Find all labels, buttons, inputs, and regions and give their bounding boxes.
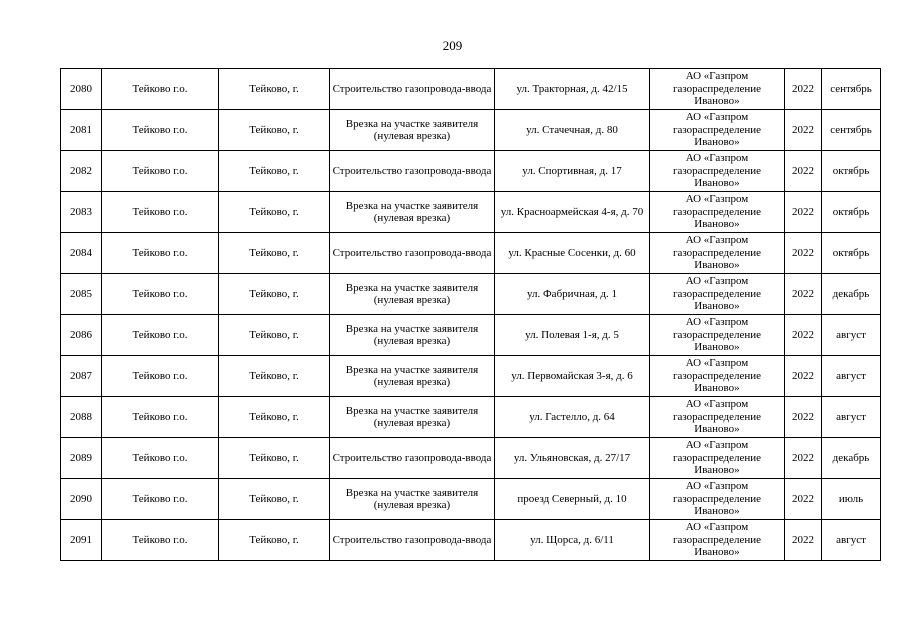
month-cell: октябрь	[822, 151, 881, 192]
district-cell: Тейково г.о.	[102, 356, 219, 397]
table-row	[61, 438, 881, 479]
work-type-cell: Строительство газопровода-ввода	[330, 151, 495, 192]
table-row	[61, 274, 881, 315]
organization-cell: АО «Газпром газораспределение Иваново»	[650, 192, 785, 233]
month-cell: август	[822, 315, 881, 356]
organization-cell: АО «Газпром газораспределение Иваново»	[650, 315, 785, 356]
year-cell: 2022	[785, 356, 822, 397]
address-cell: ул. Фабричная, д. 1	[495, 274, 650, 315]
address-cell: ул. Полевая 1-я, д. 5	[495, 315, 650, 356]
work-type-cell: Строительство газопровода-ввода	[330, 438, 495, 479]
organization-cell: АО «Газпром газораспределение Иваново»	[650, 356, 785, 397]
district-cell: Тейково г.о.	[102, 233, 219, 274]
district-cell: Тейково г.о.	[102, 479, 219, 520]
year-cell: 2022	[785, 233, 822, 274]
month-cell: декабрь	[822, 274, 881, 315]
work-type-cell: Врезка на участке заявителя (нулевая врезка)	[330, 479, 495, 520]
row-number: 2091	[61, 520, 102, 561]
address-cell: ул. Щорса, д. 6/11	[495, 520, 650, 561]
month-cell: июль	[822, 479, 881, 520]
row-number: 2082	[61, 151, 102, 192]
organization-cell: АО «Газпром газораспределение Иваново»	[650, 438, 785, 479]
month-cell: август	[822, 356, 881, 397]
row-number: 2090	[61, 479, 102, 520]
work-type-cell: Врезка на участке заявителя (нулевая врезка)	[330, 274, 495, 315]
settlement-cell: Тейково, г.	[219, 110, 330, 151]
month-cell: декабрь	[822, 438, 881, 479]
settlement-cell: Тейково, г.	[219, 438, 330, 479]
work-type-cell: Врезка на участке заявителя (нулевая врезка)	[330, 192, 495, 233]
settlement-cell: Тейково, г.	[219, 397, 330, 438]
organization-cell: АО «Газпром газораспределение Иваново»	[650, 397, 785, 438]
month-cell: сентябрь	[822, 110, 881, 151]
organization-cell: АО «Газпром газораспределение Иваново»	[650, 233, 785, 274]
address-cell: ул. Красноармейская 4-я, д. 70	[495, 192, 650, 233]
address-cell: ул. Тракторная, д. 42/15	[495, 69, 650, 110]
row-number: 2083	[61, 192, 102, 233]
settlement-cell: Тейково, г.	[219, 520, 330, 561]
settlement-cell: Тейково, г.	[219, 233, 330, 274]
row-number: 2081	[61, 110, 102, 151]
table-body	[61, 69, 881, 561]
work-type-cell: Строительство газопровода-ввода	[330, 520, 495, 561]
district-cell: Тейково г.о.	[102, 69, 219, 110]
settlement-cell: Тейково, г.	[219, 274, 330, 315]
district-cell: Тейково г.о.	[102, 397, 219, 438]
address-cell: ул. Красные Сосенки, д. 60	[495, 233, 650, 274]
district-cell: Тейково г.о.	[102, 274, 219, 315]
work-type-cell: Строительство газопровода-ввода	[330, 233, 495, 274]
year-cell: 2022	[785, 479, 822, 520]
table-row	[61, 315, 881, 356]
settlement-cell: Тейково, г.	[219, 151, 330, 192]
month-cell: август	[822, 520, 881, 561]
year-cell: 2022	[785, 151, 822, 192]
month-cell: октябрь	[822, 233, 881, 274]
district-cell: Тейково г.о.	[102, 192, 219, 233]
table-row	[61, 479, 881, 520]
row-number: 2089	[61, 438, 102, 479]
month-cell: август	[822, 397, 881, 438]
work-type-cell: Врезка на участке заявителя (нулевая врезка)	[330, 356, 495, 397]
settlement-cell: Тейково, г.	[219, 315, 330, 356]
table-row	[61, 520, 881, 561]
year-cell: 2022	[785, 110, 822, 151]
year-cell: 2022	[785, 69, 822, 110]
year-cell: 2022	[785, 315, 822, 356]
address-cell: ул. Гастелло, д. 64	[495, 397, 650, 438]
address-cell: ул. Спортивная, д. 17	[495, 151, 650, 192]
row-number: 2087	[61, 356, 102, 397]
organization-cell: АО «Газпром газораспределение Иваново»	[650, 151, 785, 192]
year-cell: 2022	[785, 397, 822, 438]
table-row	[61, 69, 881, 110]
table-row	[61, 192, 881, 233]
table-row	[61, 356, 881, 397]
row-number: 2085	[61, 274, 102, 315]
address-cell: ул. Первомайская 3-я, д. 6	[495, 356, 650, 397]
row-number: 2080	[61, 69, 102, 110]
table-row	[61, 110, 881, 151]
settlement-cell: Тейково, г.	[219, 69, 330, 110]
year-cell: 2022	[785, 192, 822, 233]
address-cell: ул. Ульяновская, д. 27/17	[495, 438, 650, 479]
organization-cell: АО «Газпром газораспределение Иваново»	[650, 479, 785, 520]
table-row	[61, 397, 881, 438]
gasification-table	[60, 68, 881, 561]
district-cell: Тейково г.о.	[102, 110, 219, 151]
month-cell: сентябрь	[822, 69, 881, 110]
district-cell: Тейково г.о.	[102, 151, 219, 192]
row-number: 2088	[61, 397, 102, 438]
district-cell: Тейково г.о.	[102, 315, 219, 356]
organization-cell: АО «Газпром газораспределение Иваново»	[650, 110, 785, 151]
year-cell: 2022	[785, 520, 822, 561]
work-type-cell: Врезка на участке заявителя (нулевая врезка)	[330, 110, 495, 151]
district-cell: Тейково г.о.	[102, 438, 219, 479]
table-row	[61, 151, 881, 192]
work-type-cell: Строительство газопровода-ввода	[330, 69, 495, 110]
work-type-cell: Врезка на участке заявителя (нулевая врезка)	[330, 397, 495, 438]
address-cell: ул. Стачечная, д. 80	[495, 110, 650, 151]
settlement-cell: Тейково, г.	[219, 479, 330, 520]
row-number: 2084	[61, 233, 102, 274]
month-cell: октябрь	[822, 192, 881, 233]
settlement-cell: Тейково, г.	[219, 192, 330, 233]
row-number: 2086	[61, 315, 102, 356]
year-cell: 2022	[785, 438, 822, 479]
work-type-cell: Врезка на участке заявителя (нулевая врезка)	[330, 315, 495, 356]
page-number: 209	[442, 38, 463, 53]
district-cell: Тейково г.о.	[102, 520, 219, 561]
address-cell: проезд Северный, д. 10	[495, 479, 650, 520]
organization-cell: АО «Газпром газораспределение Иваново»	[650, 69, 785, 110]
year-cell: 2022	[785, 274, 822, 315]
settlement-cell: Тейково, г.	[219, 356, 330, 397]
organization-cell: АО «Газпром газораспределение Иваново»	[650, 520, 785, 561]
organization-cell: АО «Газпром газораспределение Иваново»	[650, 274, 785, 315]
table-row	[61, 233, 881, 274]
